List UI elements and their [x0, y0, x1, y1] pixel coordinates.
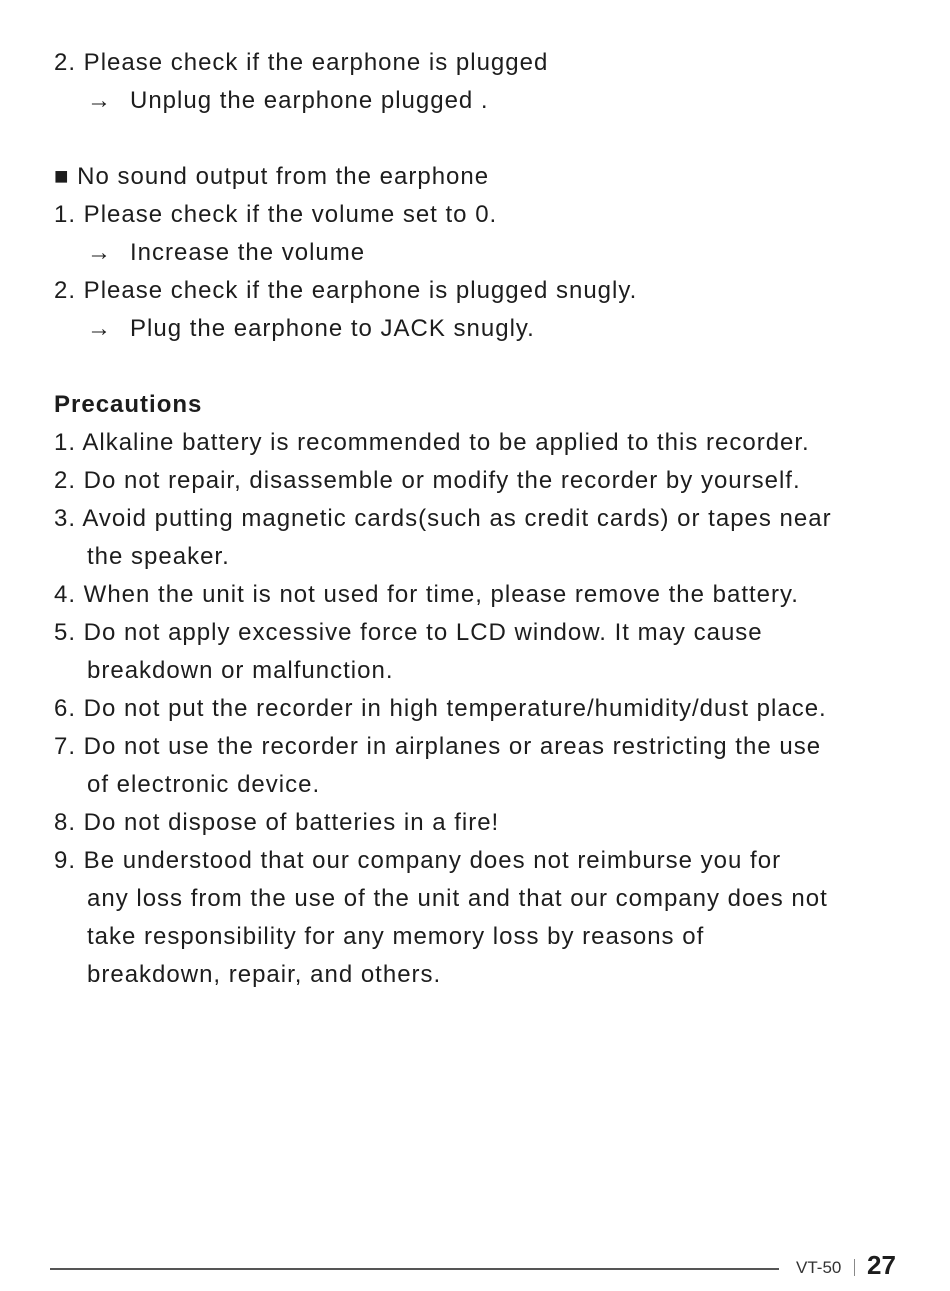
- precaution-line: 3. Avoid putting magnetic cards(such as credit cards) or tapes near: [54, 505, 832, 532]
- precaution-line: 5. Do not apply excessive force to LCD window. It may cause: [54, 619, 763, 646]
- fix-text: Unplug the earphone plugged .: [130, 87, 489, 114]
- no-sound-heading: ■ No sound output from the earphone: [54, 163, 490, 190]
- arrow-right-icon: →: [87, 239, 112, 266]
- troubleshoot-item-2-fix: [87, 86, 489, 116]
- no-sound-item-2: 2. Please check if the earphone is plugged snugly.: [54, 277, 638, 304]
- precaution-line: 8. Do not dispose of batteries in a fire!: [54, 809, 500, 836]
- precaution-line: the speaker.: [87, 543, 230, 570]
- arrow-right-icon: →: [87, 87, 112, 114]
- page-number: 27: [867, 1250, 896, 1280]
- no-sound-item-2-fix: [87, 314, 535, 344]
- fix-text: Increase the volume: [130, 239, 366, 266]
- precaution-line: 9. Be understood that our company does not reimburse you for: [54, 847, 782, 874]
- precaution-line: 6. Do not put the recorder in high temperature/humidity/dust place.: [54, 695, 827, 722]
- no-sound-item-1: 1. Please check if the volume set to 0.: [54, 201, 498, 228]
- no-sound-item-1-fix: [87, 238, 365, 268]
- footer-model-name: VT-50: [796, 1258, 842, 1277]
- precautions-heading: Precautions: [54, 391, 203, 418]
- footer-separator: [854, 1259, 855, 1276]
- precaution-line: any loss from the use of the unit and that our company does not: [87, 885, 828, 912]
- troubleshoot-item-2: 2. Please check if the earphone is plugged: [54, 49, 549, 76]
- arrow-right-icon: →: [87, 315, 112, 342]
- precaution-line: breakdown, repair, and others.: [87, 961, 442, 988]
- precaution-line: 7. Do not use the recorder in airplanes or areas restricting the use: [54, 733, 822, 760]
- precaution-line: 1. Alkaline battery is recommended to be applied to this recorder.: [54, 429, 810, 456]
- precaution-line: 2. Do not repair, disassemble or modify the recorder by yourself.: [54, 467, 801, 494]
- precaution-line: 4. When the unit is not used for time, please remove the battery.: [54, 581, 799, 608]
- precaution-line: of electronic device.: [87, 771, 321, 798]
- precaution-line: breakdown or malfunction.: [87, 657, 394, 684]
- precaution-line: take responsibility for any memory loss by reasons of: [87, 923, 705, 950]
- fix-text: Plug the earphone to JACK snugly.: [130, 315, 535, 342]
- footer-divider: [50, 1268, 779, 1270]
